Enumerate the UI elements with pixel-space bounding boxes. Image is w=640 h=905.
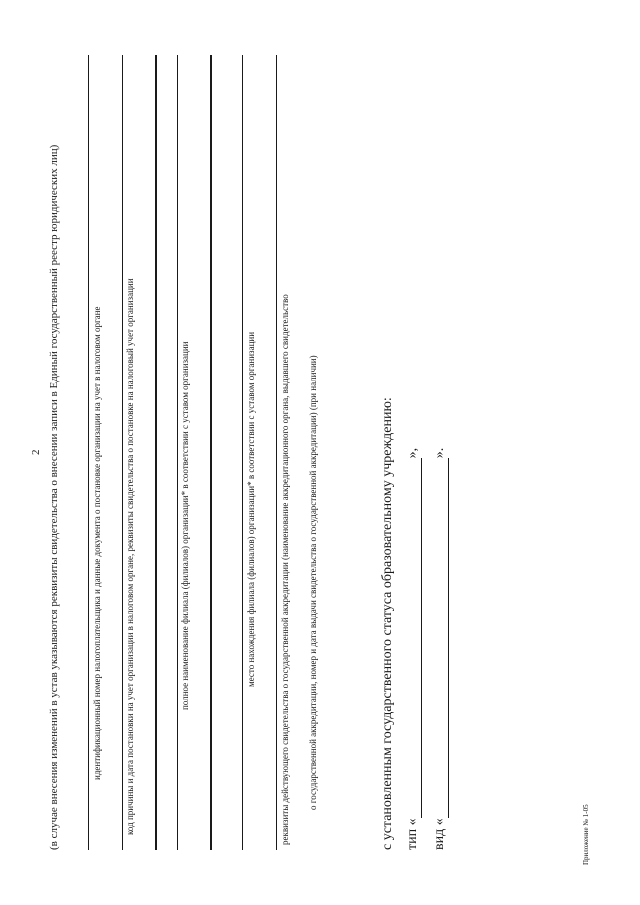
field-caption-accreditation-1: реквизиты действующего свидетельства о государственной аккредитации (наименование аккредитационного органа, выдавшего свидетельство: [280, 294, 290, 845]
type-field[interactable]: [405, 458, 422, 818]
kind-field[interactable]: [432, 458, 449, 818]
field-rule-5: [210, 55, 212, 850]
type-end: »,: [405, 447, 420, 459]
field-caption-branch-name: полное наименование филиала (филиалов) организации* в соответствии с уставом организации: [180, 341, 190, 710]
field-caption-inn: идентификационный номер налогоплательщика и данные документа о постановке организации на учет в налоговом органе: [92, 306, 102, 780]
kind-label: вид «: [432, 818, 447, 850]
kind-line: [432, 448, 449, 850]
status-heading: с установленным государственного статуса образовательному учреждению:: [380, 397, 395, 850]
page-number: 2: [30, 449, 42, 455]
field-rule-6: [242, 55, 243, 850]
kind-end: ».: [432, 447, 447, 459]
footer-note: Приложение № 1-05: [582, 804, 590, 865]
type-line: [405, 448, 422, 850]
field-rule-1: [88, 55, 89, 850]
field-rule-7: [276, 55, 277, 850]
field-rule-4: [177, 55, 178, 850]
field-caption-branch-address: место нахождения филиала (филиалов) организации* в соответствии с уставом организации: [246, 331, 256, 687]
field-rule-3: [155, 55, 157, 850]
field-caption-kpp: код причины и дата постановки на учет организации в налоговом органе, реквизиты свидетельства о постановке на налоговый учет организации: [125, 278, 135, 835]
field-rule-2: [122, 55, 123, 850]
field-caption-accreditation-2: о государственной аккредитации, номер и дата выдачи свидетельства о государственной аккредитации) (при наличии): [308, 355, 318, 810]
intro-caption: (в случае внесения изменений в устав указываются реквизиты свидетельства о внесении записи в Единый государственный реестр юридических лиц): [48, 144, 60, 850]
type-label: тип «: [405, 818, 420, 850]
